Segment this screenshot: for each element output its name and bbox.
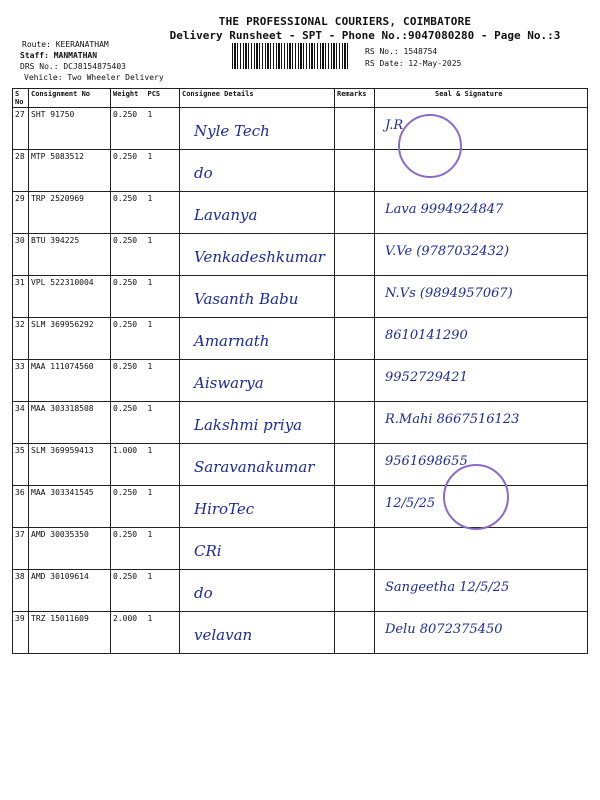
pcs-cell: 1 <box>146 192 180 234</box>
consignee-cell <box>180 276 335 318</box>
sno-cell: 31 <box>13 276 29 318</box>
consignee-cell <box>180 150 335 192</box>
pcs-cell: 1 <box>146 486 180 528</box>
route-label: Route: KEERANATHAM <box>22 40 109 49</box>
col-details-header: Consignee Details <box>180 89 335 108</box>
rs-no-label: RS No.: 1548754 <box>365 47 438 56</box>
consignee-name-handwritten: CRi <box>194 542 222 560</box>
staff-label: Staff: MANMATHAN <box>20 51 98 60</box>
signature-cell <box>375 360 588 402</box>
sno-cell: 36 <box>13 486 29 528</box>
col-consignment-header: Consignment No <box>29 89 111 108</box>
sno-cell: 27 <box>13 108 29 150</box>
signature-handwritten: 8610141290 <box>385 328 468 343</box>
consignee-name-handwritten: velavan <box>194 626 253 644</box>
weight-cell: 0.250 <box>111 402 146 444</box>
consignee-cell <box>180 486 335 528</box>
weight-cell: 0.250 <box>111 486 146 528</box>
consignee-cell <box>180 108 335 150</box>
consignee-name-handwritten: Lakshmi priya <box>194 416 303 434</box>
remarks-cell <box>335 402 375 444</box>
runsheet-subtitle: Delivery Runsheet - SPT - Phone No.:9047080280 - Page No.:3 <box>169 29 561 42</box>
consignment-cell: SLM 369959413 <box>29 444 111 486</box>
col-seal-header: Seal & Signature <box>375 89 588 108</box>
table-header-row <box>13 89 588 108</box>
table-row <box>13 570 588 612</box>
weight-cell: 0.250 <box>111 528 146 570</box>
consignment-cell: MAA 111074560 <box>29 360 111 402</box>
col-weight-header: Weight <box>111 89 146 108</box>
remarks-cell <box>335 486 375 528</box>
signature-cell <box>375 528 588 570</box>
consignment-cell: AMD 30109614 <box>29 570 111 612</box>
signature-cell <box>375 402 588 444</box>
signature-handwritten: 12/5/25 <box>385 496 436 511</box>
signature-handwritten: N.Vs (9894957067) <box>385 286 513 301</box>
pcs-cell: 1 <box>146 444 180 486</box>
remarks-cell <box>335 528 375 570</box>
table-row <box>13 192 588 234</box>
weight-cell: 0.250 <box>111 150 146 192</box>
consignee-cell <box>180 570 335 612</box>
signature-cell <box>375 276 588 318</box>
signature-handwritten: Lava 9994924847 <box>385 202 504 217</box>
consignee-cell <box>180 402 335 444</box>
pcs-cell: 1 <box>146 234 180 276</box>
consignment-cell: SHT 91750 <box>29 108 111 150</box>
pcs-cell: 1 <box>146 276 180 318</box>
remarks-cell <box>335 234 375 276</box>
consignee-cell <box>180 192 335 234</box>
signature-cell <box>375 318 588 360</box>
weight-cell: 0.250 <box>111 570 146 612</box>
company-title: THE PROFESSIONAL COURIERS, COIMBATORE <box>218 15 472 28</box>
consignee-name-handwritten: do <box>194 164 213 182</box>
consignment-cell: MAA 303318508 <box>29 402 111 444</box>
consignee-cell <box>180 612 335 654</box>
consignee-name-handwritten: Saravanakumar <box>194 458 315 476</box>
weight-cell: 0.250 <box>111 360 146 402</box>
signature-handwritten: Delu 8072375450 <box>385 622 503 637</box>
consignment-cell: SLM 369956292 <box>29 318 111 360</box>
consignee-name-handwritten: Nyle Tech <box>194 122 270 140</box>
pcs-cell: 1 <box>146 150 180 192</box>
signature-handwritten: J.R <box>385 118 404 133</box>
table-row <box>13 150 588 192</box>
pcs-cell: 1 <box>146 528 180 570</box>
table-row <box>13 318 588 360</box>
sno-cell: 34 <box>13 402 29 444</box>
signature-handwritten: Sangeetha 12/5/25 <box>385 580 510 595</box>
table-row <box>13 612 588 654</box>
sno-cell: 33 <box>13 360 29 402</box>
consignee-cell <box>180 318 335 360</box>
pcs-cell: 1 <box>146 612 180 654</box>
signature-handwritten: V.Ve (9787032432) <box>385 244 510 259</box>
signature-cell <box>375 570 588 612</box>
pcs-cell: 1 <box>146 402 180 444</box>
consignee-name-handwritten: Lavanya <box>194 206 258 224</box>
table-row <box>13 276 588 318</box>
table-row <box>13 528 588 570</box>
pcs-cell: 1 <box>146 570 180 612</box>
consignee-cell <box>180 360 335 402</box>
signature-cell <box>375 192 588 234</box>
table-row <box>13 108 588 150</box>
consignee-cell <box>180 234 335 276</box>
col-pcs-header: PCS <box>146 89 180 108</box>
remarks-cell <box>335 150 375 192</box>
signature-handwritten: 9952729421 <box>385 370 468 385</box>
consignment-cell: AMD 30035350 <box>29 528 111 570</box>
pcs-cell: 1 <box>146 108 180 150</box>
signature-cell <box>375 234 588 276</box>
consignee-name-handwritten: Vasanth Babu <box>194 290 299 308</box>
runsheet-table <box>12 88 588 654</box>
consignment-cell: VPL 522310004 <box>29 276 111 318</box>
weight-cell: 0.250 <box>111 192 146 234</box>
remarks-cell <box>335 360 375 402</box>
consignment-cell: TRP 2520969 <box>29 192 111 234</box>
signature-handwritten: 9561698655 <box>385 454 468 469</box>
remarks-cell <box>335 444 375 486</box>
barcode-image <box>232 43 350 69</box>
remarks-cell <box>335 570 375 612</box>
remarks-cell <box>335 108 375 150</box>
consignment-cell: TRZ 15011609 <box>29 612 111 654</box>
consignment-cell: MTP 5083512 <box>29 150 111 192</box>
sno-cell: 30 <box>13 234 29 276</box>
consignee-name-handwritten: Venkadeshkumar <box>194 248 325 266</box>
rs-date-label: RS Date: 12-May-2025 <box>365 59 462 68</box>
table-row <box>13 360 588 402</box>
drs-label: DRS No.: DCJ8154875403 <box>20 62 126 71</box>
consignment-cell: BTU 394225 <box>29 234 111 276</box>
table-row <box>13 234 588 276</box>
weight-cell: 2.000 <box>111 612 146 654</box>
remarks-cell <box>335 318 375 360</box>
sno-cell: 37 <box>13 528 29 570</box>
remarks-cell <box>335 276 375 318</box>
sno-cell: 38 <box>13 570 29 612</box>
consignment-cell: MAA 303341545 <box>29 486 111 528</box>
signature-cell <box>375 612 588 654</box>
consignee-name-handwritten: HiroTec <box>194 500 255 518</box>
consignee-cell <box>180 528 335 570</box>
sno-cell: 39 <box>13 612 29 654</box>
pcs-cell: 1 <box>146 318 180 360</box>
vehicle-label: Vehicle: Two Wheeler Delivery <box>24 73 164 82</box>
consignee-name-handwritten: Amarnath <box>194 332 270 350</box>
sno-cell: 28 <box>13 150 29 192</box>
consignee-cell <box>180 444 335 486</box>
weight-cell: 1.000 <box>111 444 146 486</box>
consignee-name-handwritten: Aiswarya <box>194 374 264 392</box>
weight-cell: 0.250 <box>111 276 146 318</box>
pcs-cell: 1 <box>146 360 180 402</box>
weight-cell: 0.250 <box>111 318 146 360</box>
weight-cell: 0.250 <box>111 108 146 150</box>
seal-stamp <box>443 464 509 530</box>
sno-cell: 32 <box>13 318 29 360</box>
signature-handwritten: R.Mahi 8667516123 <box>385 412 520 427</box>
remarks-cell <box>335 192 375 234</box>
remarks-cell <box>335 612 375 654</box>
seal-stamp <box>398 114 462 178</box>
table-row <box>13 402 588 444</box>
weight-cell: 0.250 <box>111 234 146 276</box>
col-remarks-header: Remarks <box>335 89 375 108</box>
sno-cell: 29 <box>13 192 29 234</box>
consignee-name-handwritten: do <box>194 584 213 602</box>
col-sno-header: S No <box>13 89 29 108</box>
sno-cell: 35 <box>13 444 29 486</box>
